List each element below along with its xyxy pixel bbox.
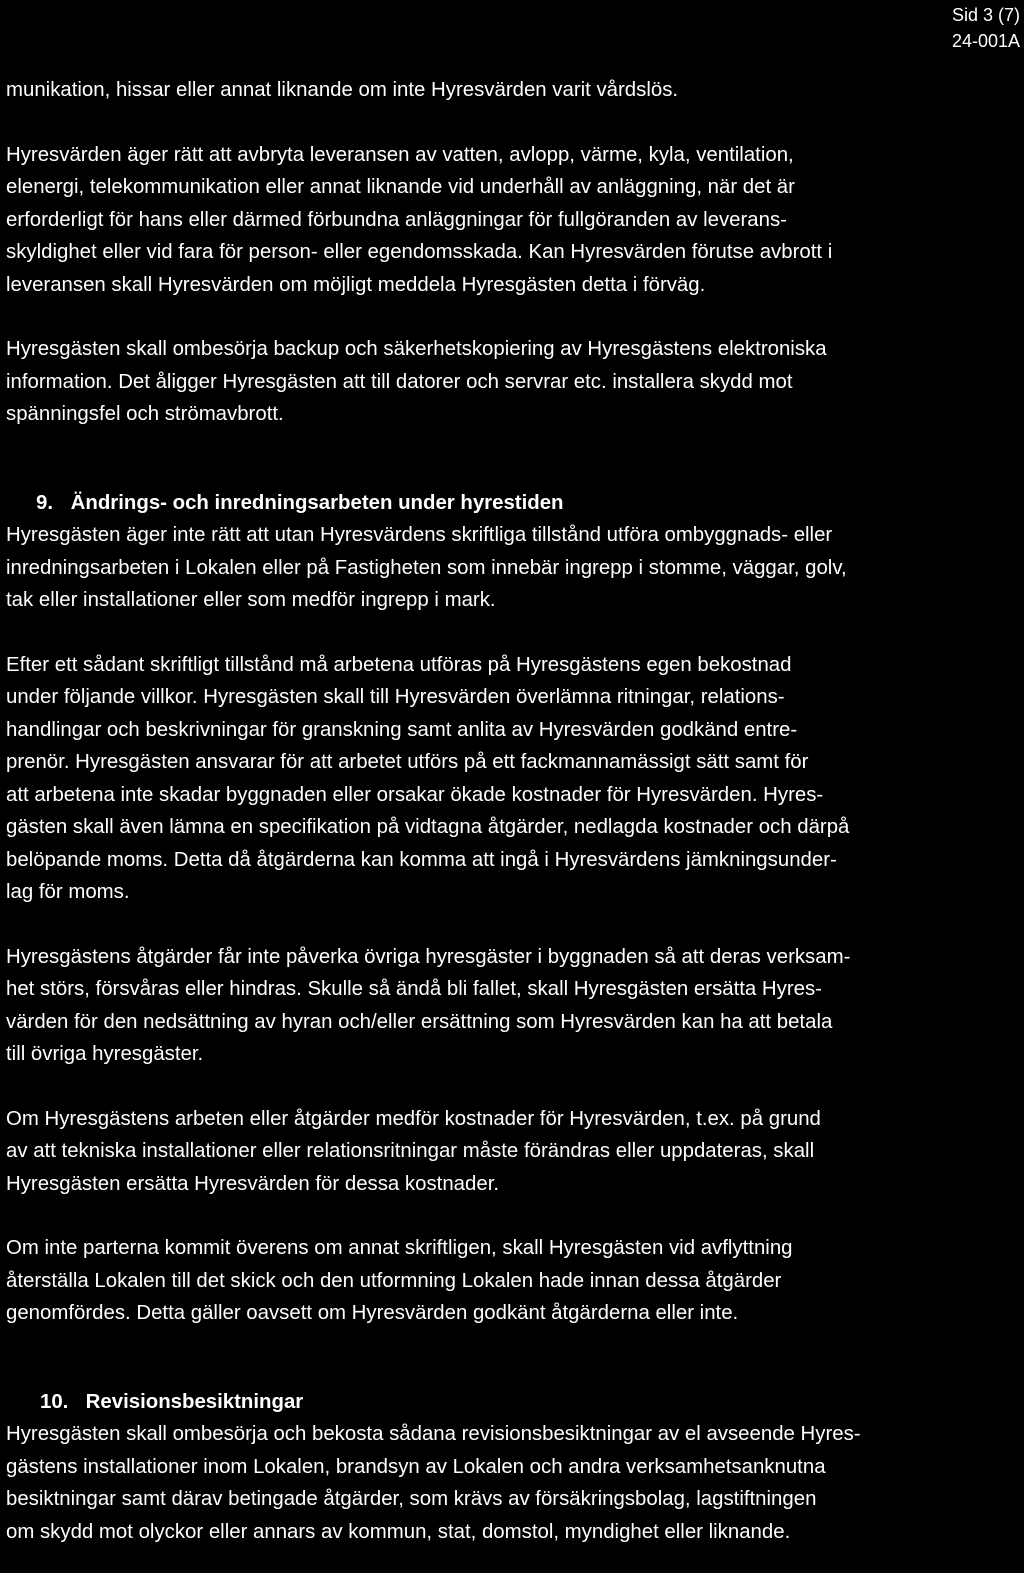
text-line: het störs, försvåras eller hindras. Skulle så ändå bli fallet, skall Hyresgästen ersätta Hyres- [6,978,822,1000]
paragraph [6,139,1020,302]
text-line: under följande villkor. Hyresgästen skall till Hyresvärden överlämna ritningar, relations- [6,686,785,708]
text-line: Om inte parterna kommit överens om annat skriftligen, skall Hyresgästen vid avflyttning [6,1237,793,1259]
text-line: tak eller installationer eller som medför ingrepp i mark. [6,589,496,611]
section-heading [6,487,1020,520]
document-number: 24-001A [951,31,1020,51]
text-line: Hyresgästen äger inte rätt att utan Hyresvärdens skriftliga tillstånd utföra ombyggnads- eller [6,524,833,546]
text-line: om skydd mot olyckor eller annars av kommun, stat, domstol, myndighet eller liknande. [6,1520,791,1543]
text-line: gästens installationer inom Lokalen, brandsyn av Lokalen och andra verksamhetsanknutna [6,1455,826,1478]
text-line: information. Det åligger Hyresgästen att till datorer och servrar etc. installera skydd mot [6,370,793,393]
section-10 [6,1386,1020,1549]
text-line: genomfördes. Detta gäller oavsett om Hyresvärden godkänt åtgärderna eller inte. [6,1302,739,1324]
text-line: Efter ett sådant skriftligt tillstånd må arbetena utföras på Hyresgästens egen bekostnad [6,653,792,676]
text-line: spänningsfel och strömavbrott. [6,403,284,425]
text-line: Hyresgästen ersätta Hyresvärden för dessa kostnader. [6,1172,500,1195]
paragraph [6,941,1020,1071]
text-line: gästen skall även lämna en specifikation på vidtagna åtgärder, nedlagda kostnader och därpå [6,816,850,838]
text-line: erforderligt för hans eller därmed förbundna anläggningar för fullgöranden av leverans- [6,208,787,231]
text-line: Om Hyresgästens arbeten eller åtgärder medför kostnader för Hyresvärden, t.ex. på grund [6,1107,821,1130]
text-line: Hyresgästen skall ombesörja backup och säkerhetskopiering av Hyresgästens elektroniska [6,338,827,360]
text-line: Hyresgästen skall ombesörja och bekosta sådana revisionsbesiktningar av el avseende Hyres- [6,1423,861,1445]
section-title: Revisionsbesiktningar [85,1390,304,1413]
section-9 [6,487,1020,1330]
text-line: belöpande moms. Detta då åtgärderna kan komma att ingå i Hyresvärdens jämkningsunder- [6,848,837,871]
text-line: skyldighet eller vid fara för person- eller egendomsskada. Kan Hyresvärden förutse avbrott i [6,241,833,263]
text-line: inredningsarbeten i Lokalen eller på Fastigheten som innebär ingrepp i stomme, väggar, golv, [6,556,847,579]
paragraph [6,1232,1020,1330]
text-line: av att tekniska installationer eller relationsritningar måste förändras eller uppdateras, skall [6,1140,815,1162]
text-line: till övriga hyresgäster. [6,1043,204,1065]
paragraph [6,1103,1020,1201]
text-line: att arbetena inte skadar byggnaden eller orsakar ökade kostnader för Hyresvärden. Hyres- [6,783,824,806]
section-heading [6,1386,1020,1419]
text-line: Hyresvärden äger rätt att avbryta leveransen av vatten, avlopp, värme, kyla, ventilation, [6,143,794,166]
paragraph [6,333,1020,431]
page-header [952,2,1020,54]
text-line: munikation, hissar eller annat liknande om inte Hyresvärden varit vårdslös. [6,79,679,101]
text-line: återställa Lokalen till det skick och den utformning Lokalen hade innan dessa åtgärder [6,1269,782,1292]
text-line: lag för moms. [6,881,130,903]
page-number: Sid 3 (7) [951,5,1020,25]
paragraph [6,519,1020,617]
text-line: prenör. Hyresgästen ansvarar för att arbetet utförs på ett fackmannamässigt sätt samt för [6,751,809,773]
paragraph [6,74,1020,107]
text-line: handlingar och beskrivningar för granskning samt anlita av Hyresvärden godkänd entre- [6,718,798,741]
text-line: värden för den nedsättning av hyran och/eller ersättning som Hyresvärden kan ha att betala [6,1010,833,1033]
paragraph [6,649,1020,909]
text-line: elenergi, telekommunikation eller annat liknande vid underhåll av anläggning, när det är [6,176,795,198]
document-body [6,74,1020,1548]
section-number: 10. [40,1390,69,1413]
section-number: 9. [36,491,54,514]
text-line: besiktningar samt därav betingade åtgärder, som krävs av försäkringsbolag, lagstiftningen [6,1488,817,1510]
text-line: Hyresgästens åtgärder får inte påverka övriga hyresgäster i byggnaden så att deras verksam- [6,945,851,968]
text-line: leveransen skall Hyresvärden om möjligt meddela Hyresgästen detta i förväg. [6,273,706,296]
section-title: Ändrings- och inredningsarbeten under hyrestiden [70,491,564,514]
paragraph [6,1418,1020,1548]
